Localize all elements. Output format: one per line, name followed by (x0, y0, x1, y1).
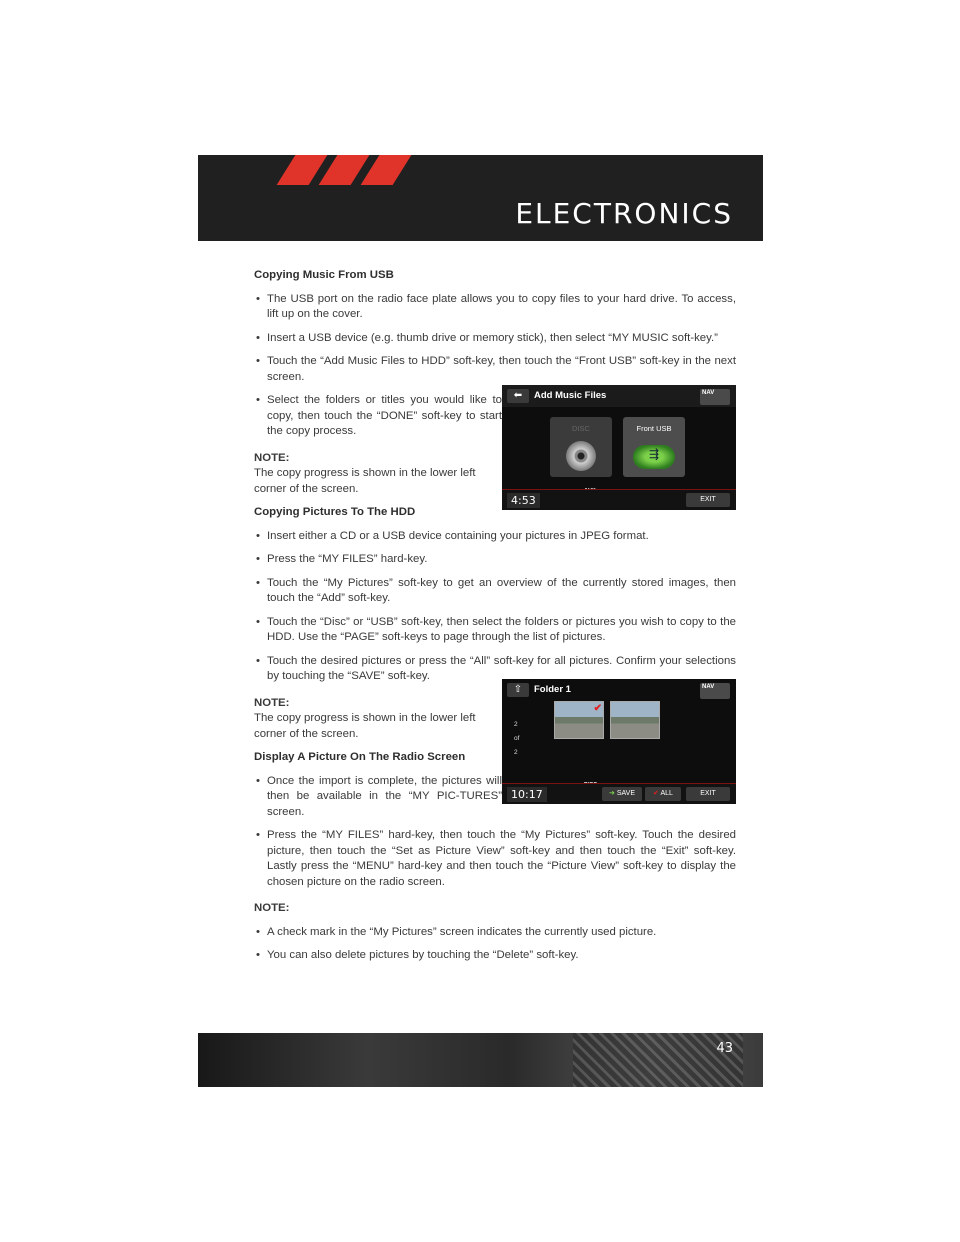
disc-tile (550, 417, 612, 477)
save-label: SAVE (616, 790, 635, 797)
nav-button: NAV (700, 389, 730, 405)
bullet-item: • Touch the “My Pictures” soft-key to get an overview of the currently stored images, then touch the “Add” soft-key. (254, 576, 736, 607)
page-footer (198, 1033, 763, 1087)
heading-copy-pictures: Copying Pictures To The HDD (254, 506, 416, 518)
bullet-item: • Select the folders or titles you would like to copy, then touch the “DONE” soft-key to start the copy process. (254, 393, 502, 440)
all-soft-key (645, 787, 681, 801)
bullet-item: • A check mark in the “My Pictures” screen indicates the currently used picture. (254, 925, 736, 941)
red-stripe-1 (277, 155, 328, 185)
main-content (254, 268, 736, 972)
page-number: 43 (716, 1041, 733, 1056)
screen-title: Folder 1 (534, 684, 571, 695)
picture-thumbnail (554, 701, 604, 739)
section-title: ELECTRONICS (515, 197, 733, 230)
picture-thumbnail (610, 701, 660, 739)
page-current: 2 (514, 721, 518, 728)
front-usb-tile (623, 417, 685, 477)
exit-soft-key: EXIT (686, 493, 730, 507)
note-text: The copy progress is shown in the lower left corner of the screen. (254, 467, 476, 495)
back-arrow-icon: ⬅ (507, 389, 529, 403)
screen-title-bar (502, 679, 736, 701)
screen-bottom-bar (502, 783, 736, 804)
note-label: NOTE: (254, 696, 290, 709)
screen-bottom-bar (502, 489, 736, 510)
clock-display: 4:53 (507, 493, 540, 508)
bullet-item: • Press the “MY FILES” hard-key. (254, 552, 736, 568)
red-stripe-3 (361, 155, 412, 185)
page-total: 2 (514, 749, 518, 756)
front-usb-label: Front USB (636, 424, 672, 433)
heading-display-picture: Display A Picture On The Radio Screen (254, 751, 466, 763)
screen-title-bar (502, 385, 736, 407)
page-of: of (514, 735, 520, 742)
arrow-right-icon: ➜ (609, 790, 615, 797)
exit-soft-key: EXIT (686, 787, 730, 801)
bullet-item: • Touch the desired pictures or press the “All” soft-key for all pictures. Confirm your selections by touching the “SAVE” soft-key. (254, 654, 736, 685)
bullet-item: • Once the import is complete, the pictures will then be available in the “MY PIC-TURES” screen. (254, 774, 502, 821)
bullet-item: • Touch the “Add Music Files to HDD” soft-key, then touch the “Front USB” soft-key in the next screen. (254, 354, 736, 385)
bullet-item: • Touch the “Disc” or “USB” soft-key, then select the folders or pictures you wish to copy to the HDD. Use the “PAGE” soft-keys to page through the list of pictures. (254, 615, 736, 646)
bullet-item: • You can also delete pictures by touching the “Delete” soft-key. (254, 948, 736, 964)
save-soft-key (602, 787, 642, 801)
bullet-item: • Press the “MY FILES” hard-key, then touch the “My Pictures” soft-key. Touch the desired picture, then touch the “Set as Picture View” soft-key and then touch the “Exit” soft-key. Lastly press the “MENU” hard-key and then touch the “Picture View” soft-key to display the chosen picture on the radio screen. (254, 828, 736, 890)
bullet-item: • The USB port on the radio face plate allows you to copy files to your hard drive. To access, lift up on the cover. (254, 292, 736, 323)
clock-display: 10:17 (507, 787, 547, 802)
screen-title: Add Music Files (534, 390, 607, 401)
bullet-item: • Insert a USB device (e.g. thumb drive or memory stick), then select “MY MUSIC soft-key.” (254, 331, 736, 347)
heading-copy-music: Copying Music From USB (254, 269, 394, 281)
note-text: The copy progress is shown in the lower left corner of the screen. (254, 712, 476, 740)
note-label: NOTE: (254, 902, 290, 914)
all-label: ALL (660, 790, 673, 797)
chapter-header (198, 155, 763, 241)
folder-pictures-screenshot (502, 679, 736, 804)
folder-up-icon: ⇧ (507, 683, 529, 697)
check-mark-icon: ✔ (593, 703, 602, 714)
disc-label: DISC (572, 424, 590, 433)
usb-symbol-icon: ⇶ (648, 447, 660, 461)
nav-button: NAV (700, 683, 730, 699)
disc-icon (566, 441, 596, 471)
red-stripe-2 (319, 155, 370, 185)
check-icon: ✔ (653, 790, 659, 797)
note-label: NOTE: (254, 451, 290, 464)
bullet-item: • Insert either a CD or a USB device containing your pictures in JPEG format. (254, 529, 736, 545)
add-music-files-screenshot (502, 385, 736, 510)
